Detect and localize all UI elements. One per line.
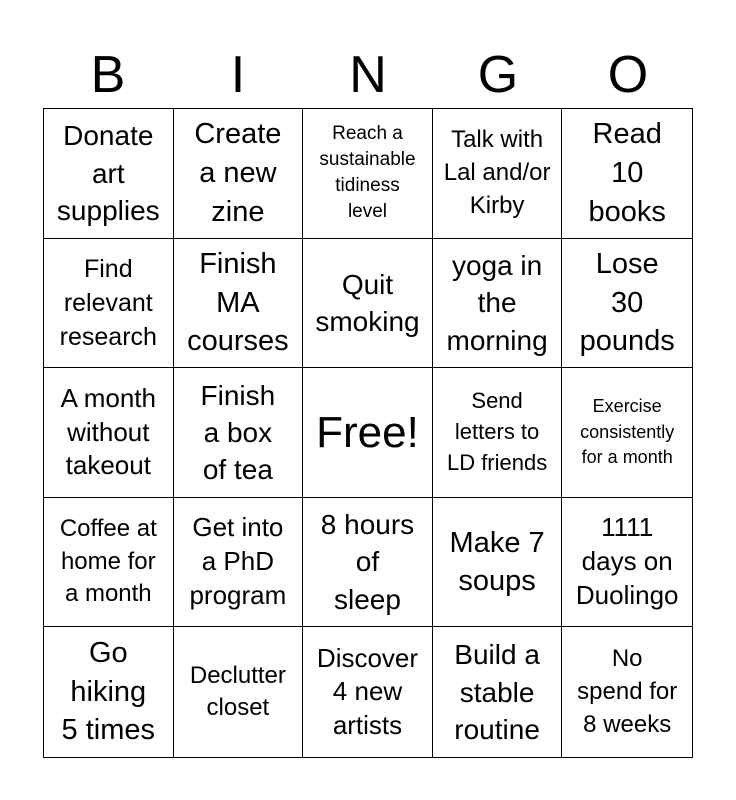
bingo-cell-no-spend[interactable]: No spend for 8 weeks <box>577 645 678 738</box>
bingo-cell-finish-box-of-tea[interactable]: Finish a box of tea <box>174 368 304 498</box>
header-letter-g: G <box>477 46 519 104</box>
bingo-cell-tidiness-level[interactable]: Reach a sustainable tidiness level <box>303 109 433 239</box>
bingo-cell-find-research[interactable]: Find relevant research <box>44 239 174 369</box>
bingo-cell-go-hiking[interactable]: Go hiking 5 times <box>44 627 174 757</box>
bingo-cell-make-soups[interactable]: Make 7 soups <box>433 498 563 628</box>
bingo-cell-phd-program[interactable]: Get into a PhD program <box>174 498 304 628</box>
bingo-cell-talk-with-lal-kirby[interactable]: Talk with Lal and/or Kirby <box>433 109 563 239</box>
bingo-cell-yoga-morning[interactable]: yoga in the morning <box>433 239 563 369</box>
bingo-cell-declutter-closet[interactable]: Declutter closet <box>174 627 304 757</box>
bingo-cell-stable-routine[interactable]: Build a stable routine <box>433 627 563 757</box>
bingo-cell-send-letters[interactable]: Send letters to LD friends <box>433 368 563 498</box>
bingo-cell-month-without-takeout[interactable]: A month without takeout <box>44 368 174 498</box>
header-letter-o: O <box>607 46 649 104</box>
bingo-cell-finish-ma-courses[interactable]: Finish MA courses <box>174 239 304 369</box>
bingo-cell-discover-artists[interactable]: Discover 4 new artists <box>303 627 433 757</box>
bingo-cell-read-books[interactable]: Read 10 books <box>562 109 692 239</box>
header-letter-n: N <box>349 46 387 104</box>
bingo-cell-exercise-consistently[interactable]: Exercise consistently for a month <box>562 368 692 498</box>
bingo-cell-coffee-at-home[interactable]: Coffee at home for a month <box>44 498 174 628</box>
header-letter-b: B <box>90 46 126 104</box>
bingo-cell-create-zine[interactable]: Create a new zine <box>174 109 304 239</box>
bingo-cell-quit-smoking[interactable]: Quit smoking <box>303 239 433 369</box>
bingo-cell-duolingo-streak[interactable]: 1111 days on Duolingo <box>562 498 692 628</box>
bingo-cell-free-space[interactable]: Free! <box>303 368 433 498</box>
header-letter-i: I <box>230 46 246 104</box>
bingo-cell-eight-hours-sleep[interactable]: 8 hours of sleep <box>303 498 433 628</box>
bingo-header <box>43 42 693 108</box>
bingo-cell-donate-art-supplies[interactable]: Donate art supplies <box>44 109 174 239</box>
bingo-cell-lose-pounds[interactable]: Lose 30 pounds <box>562 239 692 369</box>
bingo-board <box>43 108 693 758</box>
